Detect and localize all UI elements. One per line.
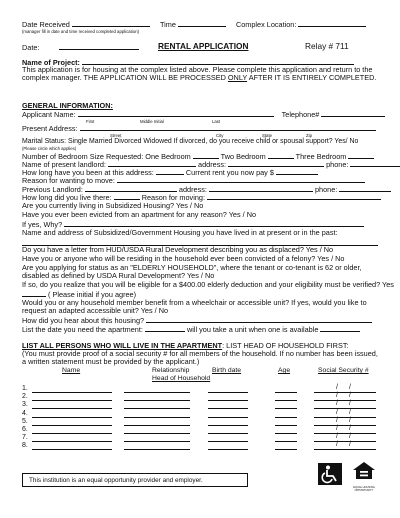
eho-caption: EQUAL HOUSING OPPORTUNITY [353,486,375,492]
person-relationship-field[interactable] [124,408,190,409]
landlord-address-field[interactable] [228,160,324,167]
person-ssn-field[interactable] [314,441,376,442]
marital-status: Marital Status: Single Married Divorced Widowed If divorced, do you receive child or spousal support? Yes/ No [22,138,359,145]
ssn-separator: / [349,392,351,400]
circle-note: (Please circle which applies) [22,146,77,151]
person-age-field[interactable] [275,449,297,450]
time-label: Time [159,20,176,29]
current-rent-field[interactable] [276,168,318,175]
prev-phone-label: phone: [314,185,338,194]
one-bedroom-field[interactable] [193,152,219,159]
current-rent-label: Current rent you now pay $ [185,168,274,177]
person-age-field[interactable] [275,433,297,434]
ssn-separator: / [349,425,351,432]
ssn-separator: / [336,384,338,391]
previous-phone-field[interactable] [339,185,391,192]
form-title: RENTAL APPLICATION [158,41,249,51]
person-relationship-field[interactable] [124,449,190,450]
hear-field[interactable] [146,316,372,323]
if-yes-field[interactable] [64,220,364,227]
three-bedroom-label: Three Bedroom [295,152,347,161]
date-needed-row [22,325,360,334]
equal-housing-opportunity-icon [352,460,376,484]
col-age: Age [278,367,291,374]
person-name-field[interactable] [32,417,112,418]
initial-note: ( Please initial if you agree) [48,290,137,299]
bedroom-label: Number of Bedroom Size Requested: One Bedroom [22,152,191,161]
persons-heading-tail: : LIST HEAD OF HOUSEHOLD FIRST: [222,341,349,350]
date-row [22,43,139,52]
two-bedroom-field[interactable] [268,152,294,159]
name-of-project-label: Name of Project: [22,58,80,67]
date-received-field[interactable] [72,20,150,27]
person-ssn-field[interactable] [314,400,376,401]
ssn-separator: / [336,400,338,408]
person-ssn-field[interactable] [314,417,376,418]
reason-moving-row [22,176,365,185]
col-name: Name [62,367,81,374]
person-row-number: 1. [22,385,28,392]
date-label: Date: [22,43,40,52]
person-relationship-field[interactable] [124,400,190,401]
if-yes-label: If yes, Why? [22,220,63,229]
ssn-separator: / [336,416,338,424]
person-ssn-field[interactable] [314,449,376,450]
person-age-field[interactable] [275,441,297,442]
persons-note: (You must provide proof of a social security # for all members of the household. If no number has been issued, a written statement must be provided by the applicant.) [22,349,378,367]
phone-label: phone: [326,160,349,169]
previous-address-field[interactable] [209,185,313,192]
person-name-field[interactable] [32,441,112,442]
applicant-row [22,110,385,119]
intro-paragraph [22,66,380,82]
sub-state: State [262,133,273,138]
person-relationship-field[interactable] [124,441,190,442]
person-relationship-field[interactable] [124,392,190,393]
time-field[interactable] [178,20,226,27]
person-birthdate-field[interactable] [208,417,248,418]
reason-moving-label: Reason for wanting to move: [22,176,115,185]
person-ssn-field[interactable] [314,408,376,409]
address-label: address: [198,160,227,169]
date-needed-field[interactable] [145,325,185,332]
person-age-field[interactable] [275,408,297,409]
applicant-name-field[interactable] [78,110,274,117]
col-head-of-household: Head of Household [152,375,211,382]
person-birthdate-field[interactable] [208,408,248,409]
date-field[interactable] [59,43,139,50]
person-birthdate-field[interactable] [208,441,248,442]
person-ssn-field[interactable] [314,425,376,426]
telephone-label: Telephone# [281,110,320,119]
persons-heading: LIST ALL PERSONS WHO WILL LIVE IN THE APARTMENT [22,341,223,350]
relay-number: Relay # 711 [305,41,349,51]
person-birthdate-field[interactable] [208,425,248,426]
complex-location-field[interactable] [298,20,366,27]
evicted-question: Have you ever been evicted from an apartment for any reason? Yes / No [22,210,257,219]
hud-letter-question: Do you have a letter from HUD/USDA Rural Development describing you as displaced? Yes / No [22,245,334,254]
reason-moving-field[interactable] [117,176,365,183]
col-birth-date: Birth date [212,367,242,374]
person-age-field[interactable] [275,392,297,393]
person-name-field[interactable] [32,392,112,393]
present-address-label: Present Address: [22,124,78,133]
ssn-separator: / [336,408,338,416]
telephone-field[interactable] [321,110,385,117]
person-age-field[interactable] [275,425,297,426]
col-social-security: Social Security # [318,367,369,374]
take-unit-field[interactable] [320,325,360,332]
landlord-field[interactable] [108,160,196,167]
person-ssn-field[interactable] [314,433,376,434]
applicant-name-label: Applicant Name: [22,110,76,119]
sub-zip: Zip [306,133,312,138]
person-relationship-field[interactable] [124,417,190,418]
person-row-number: 2. [22,393,28,401]
person-age-field[interactable] [275,400,297,401]
ssn-separator: / [349,408,351,416]
ssn-separator: / [336,425,338,432]
intro-part1: This application is for housing at the complex listed above. Please complete this application and return to the complex manager. THE APPLICATION WILL BE PROCESSED [22,65,373,83]
date-received-label: Date Received [22,20,70,29]
subsidized-history-question: Name and address of Subsidized/Government Housing you have lived in at present or in the past: [22,228,338,237]
how-long-address-label: How long have you been at this address: [22,168,154,177]
person-name-field[interactable] [32,449,112,450]
wheelchair-question: Would you or any household member benefit from a wheelchair or accessible unit? If yes, would you like to request an adapted accessible unit? Yes / No [22,298,367,316]
sub-middle: Middle Initial [140,119,164,124]
ssn-separator: / [336,433,338,441]
landlord-label: Name of present landlord: [22,160,106,169]
subsidized-question: Are you currently living in Subsidized Housing? Yes / No [22,201,204,210]
ssn-separator: / [349,384,351,391]
general-info-heading: GENERAL INFORMATION: [22,101,113,110]
col-relationship: Relationship [152,367,190,374]
person-relationship-field[interactable] [124,433,190,434]
person-name-field[interactable] [32,433,112,434]
sub-street: Street [110,133,122,138]
hear-label: How did you hear about this housing? [22,316,145,325]
reason-for-move-field[interactable] [207,193,381,200]
person-row-number: 4. [22,409,28,417]
project-name-field[interactable] [82,58,354,65]
ssn-separator: / [349,441,351,449]
ssn-separator: / [349,416,351,424]
person-birthdate-field[interactable] [208,400,248,401]
landlord-phone-field[interactable] [350,160,400,167]
intro-only: ONLY [227,73,248,83]
header-row [22,20,366,29]
wheelchair-accessible-icon [318,463,342,485]
initial-field[interactable] [22,290,46,297]
person-name-field[interactable] [32,408,112,409]
how-long-there-field[interactable] [114,193,140,200]
sub-city: City [216,133,224,138]
ssn-separator: / [349,400,351,408]
deduction-question: If so, do you realize that you will be eligible for a $400.00 elderly deduction and your eligibility must be verified? Yes [22,280,394,289]
reason-for-move-label: Reason for moving: [141,193,205,202]
person-age-field[interactable] [275,417,297,418]
previous-landlord-field[interactable] [85,185,177,192]
hear-row [22,316,372,325]
person-birthdate-field[interactable] [208,449,248,450]
previous-landlord-label: Previous Landlord: [22,185,83,194]
present-address-row [22,124,376,133]
manager-note: (manager fill in date and time received completed application) [22,29,140,34]
date-needed-label: List the date you need the apartment: [22,325,143,334]
person-row-number: 8. [22,442,28,450]
felony-question: Have you or anyone who will be residing in the household ever been convicted of a felony? Yes / No [22,254,345,263]
person-row-number: 5. [22,417,28,425]
equal-opportunity-box: This institution is an equal opportunity provider and employer. [22,473,248,487]
person-row-number: 6. [22,426,28,433]
person-birthdate-field[interactable] [208,392,248,393]
take-unit-label: will you take a unit when one is available [186,325,319,334]
sub-last: Last [212,119,221,124]
person-row-number: 7. [22,434,28,442]
three-bedroom-field[interactable] [348,152,374,159]
person-name-field[interactable] [32,425,112,426]
elderly-question: Are you applying for status as an "ELDERLY HOUSEHOLD", where the tenant or co-tenant is 62 or older, disabled as defined by USDA Rural Development? Yes / No [22,263,362,281]
ssn-separator: / [336,392,338,400]
prev-address-label: address: [178,185,207,194]
person-birthdate-field[interactable] [208,433,248,434]
complex-location-label: Complex Location: [235,20,297,29]
two-bedroom-label: Two Bedroom [220,152,266,161]
how-long-there-label: How long did you live there: [22,193,112,202]
present-address-field[interactable] [80,124,376,131]
sub-first: First [86,119,95,124]
person-row-number: 3. [22,401,28,409]
ssn-separator: / [336,441,338,449]
person-ssn-field[interactable] [314,392,376,393]
intro-part2: AFTER IT IS ENTIRELY COMPLETED. [247,73,377,83]
how-long-field[interactable] [156,168,184,175]
person-relationship-field[interactable] [124,425,190,426]
ssn-separator: / [349,433,351,441]
person-name-field[interactable] [32,400,112,401]
